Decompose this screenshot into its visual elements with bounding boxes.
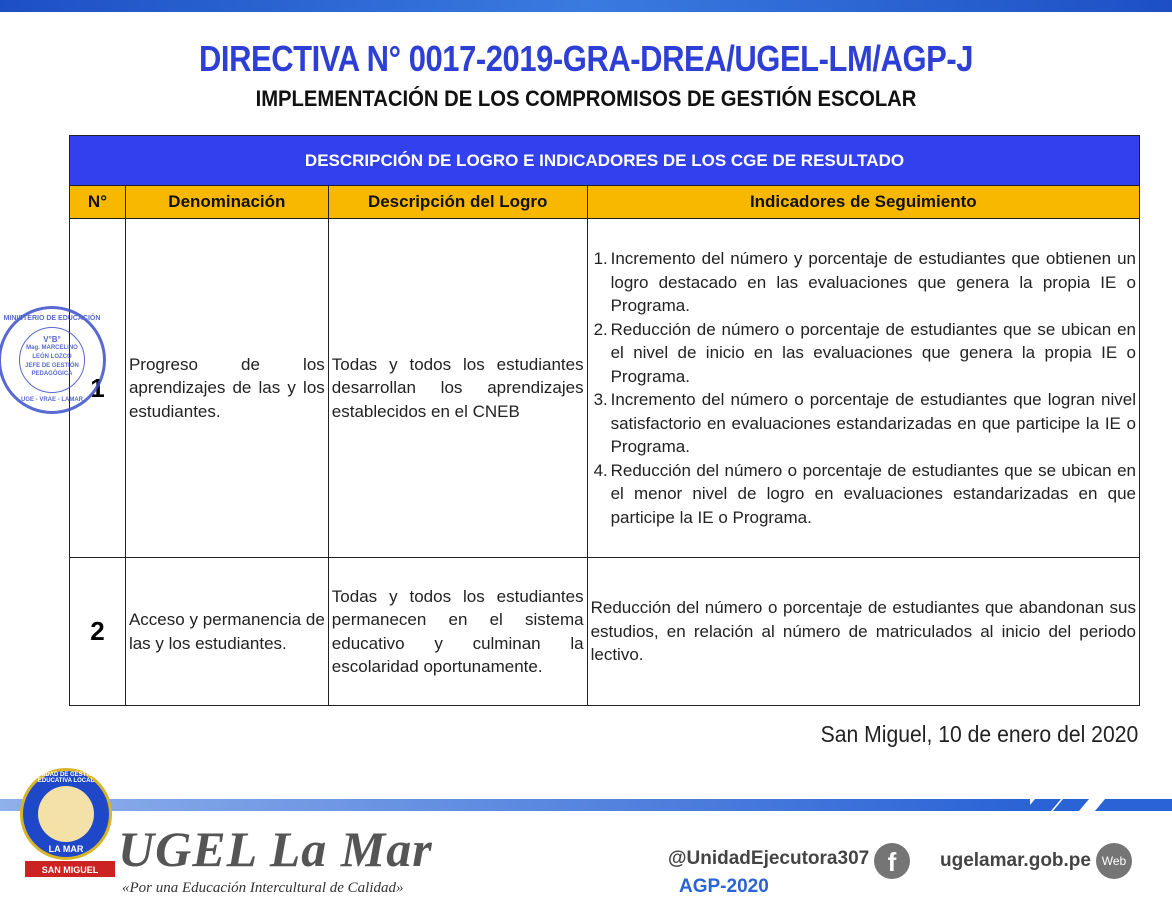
row-description: Todas y todos los estudiantes desarrollan los aprendizajes establecidos en el CNEB <box>328 219 587 558</box>
row-indicators <box>587 219 1139 558</box>
stamp-bottom-text: UGE - VRAE - LAMAR <box>21 397 83 403</box>
indicator-text: Incremento del número y porcentaje de estudiantes que obtienen un logro destacado en las evaluaciones que genera la propia IE o Programa. <box>610 249 1136 315</box>
logo-ring-text: UNIDAD DE GESTIÓN EDUCATIVA LOCAL <box>34 772 97 784</box>
brand-slogan: «Por una Educación Intercultural de Calidad» <box>122 880 404 896</box>
indicator-text: Incremento del número o porcentaje de estudiantes que logran nivel satisfactorio en evaluaciones estandarizadas en que participe la IE o Programa. <box>610 390 1136 456</box>
ugel-logo <box>20 768 112 880</box>
stamp-line: JEFE DE GESTIÓN <box>25 363 79 369</box>
row-description: Todas y todos los estudiantes permanecen en el sistema educativo y culminan la escolaridad oportunamente. <box>328 558 587 706</box>
website-link[interactable]: ugelamar.gob.pe <box>940 850 1091 871</box>
table-row <box>70 219 1140 558</box>
list-item <box>591 318 1136 389</box>
official-stamp <box>0 306 106 414</box>
facebook-icon[interactable]: f <box>874 843 910 879</box>
agp-label: AGP-2020 <box>679 876 769 897</box>
footer-band <box>0 799 1172 811</box>
top-color-bar <box>0 0 1172 12</box>
indicator-text: Reducción del número o porcentaje de estudiantes que se ubican en el menor nivel de logro en evaluaciones estandarizadas en que participe la IE o Programa. <box>610 460 1136 527</box>
indicator-list <box>591 247 1136 529</box>
row-number: 1 <box>70 219 126 558</box>
logo-ribbon: SAN MIGUEL <box>24 860 116 878</box>
column-header-description: Descripción del Logro <box>328 186 587 219</box>
stamp-line: V°B° <box>43 335 61 344</box>
row-denomination: Acceso y permanencia de las y los estudiantes. <box>125 558 328 706</box>
brand-name: UGEL La Mar <box>118 821 433 877</box>
stamp-outer-text: MINISTERIO DE EDUCACIÓN <box>3 315 101 322</box>
document-subtitle: IMPLEMENTACIÓN DE LOS COMPROMISOS DE GESTIÓN ESCOLAR <box>255 86 917 111</box>
indicator-text: Reducción de número o porcentaje de estudiantes que se ubican en el nivel de inicio en las evaluaciones que genera la propia IE o Programa. <box>610 319 1136 386</box>
row-denomination: Progreso de los aprendizajes de las y los estudiantes. <box>125 219 328 558</box>
column-header-indicators: Indicadores de Seguimiento <box>587 186 1139 219</box>
column-header-number: N° <box>70 186 126 219</box>
stamp-line: LEÓN LOZCO <box>32 354 72 360</box>
row-number: 2 <box>70 558 126 706</box>
list-item <box>591 247 1136 318</box>
stamp-line: Mag. MARCELINO <box>26 345 78 351</box>
list-item <box>591 459 1136 530</box>
list-item <box>591 388 1136 459</box>
social-handle[interactable]: @UnidadEjecutora307 <box>668 848 870 869</box>
logo-bottom-text: LA MAR <box>48 844 84 854</box>
row-indicators: Reducción del número o porcentaje de estudiantes que abandonan sus estudios, en relación al número de matriculados al inicio del periodo lectivo. <box>587 558 1139 706</box>
web-icon[interactable]: Web <box>1096 843 1132 879</box>
indicator-number: 1. <box>593 249 608 268</box>
table-caption: DESCRIPCIÓN DE LOGRO E INDICADORES DE LOS CGE DE RESULTADO <box>70 136 1140 186</box>
column-header-denomination: Denominación <box>125 186 328 219</box>
indicator-number: 4. <box>593 460 608 480</box>
document-title: DIRECTIVA N° 0017-2019-GRA-DREA/UGEL-LM/AGP-J <box>198 38 974 79</box>
indicator-number: 2. <box>593 319 608 339</box>
indicator-number: 3. <box>593 390 608 409</box>
table-row <box>70 558 1140 706</box>
cge-table <box>69 135 1140 706</box>
stamp-line: PEDAGÓGICA <box>31 371 73 377</box>
place-date: San Miguel, 10 de enero del 2020 <box>820 721 1138 747</box>
